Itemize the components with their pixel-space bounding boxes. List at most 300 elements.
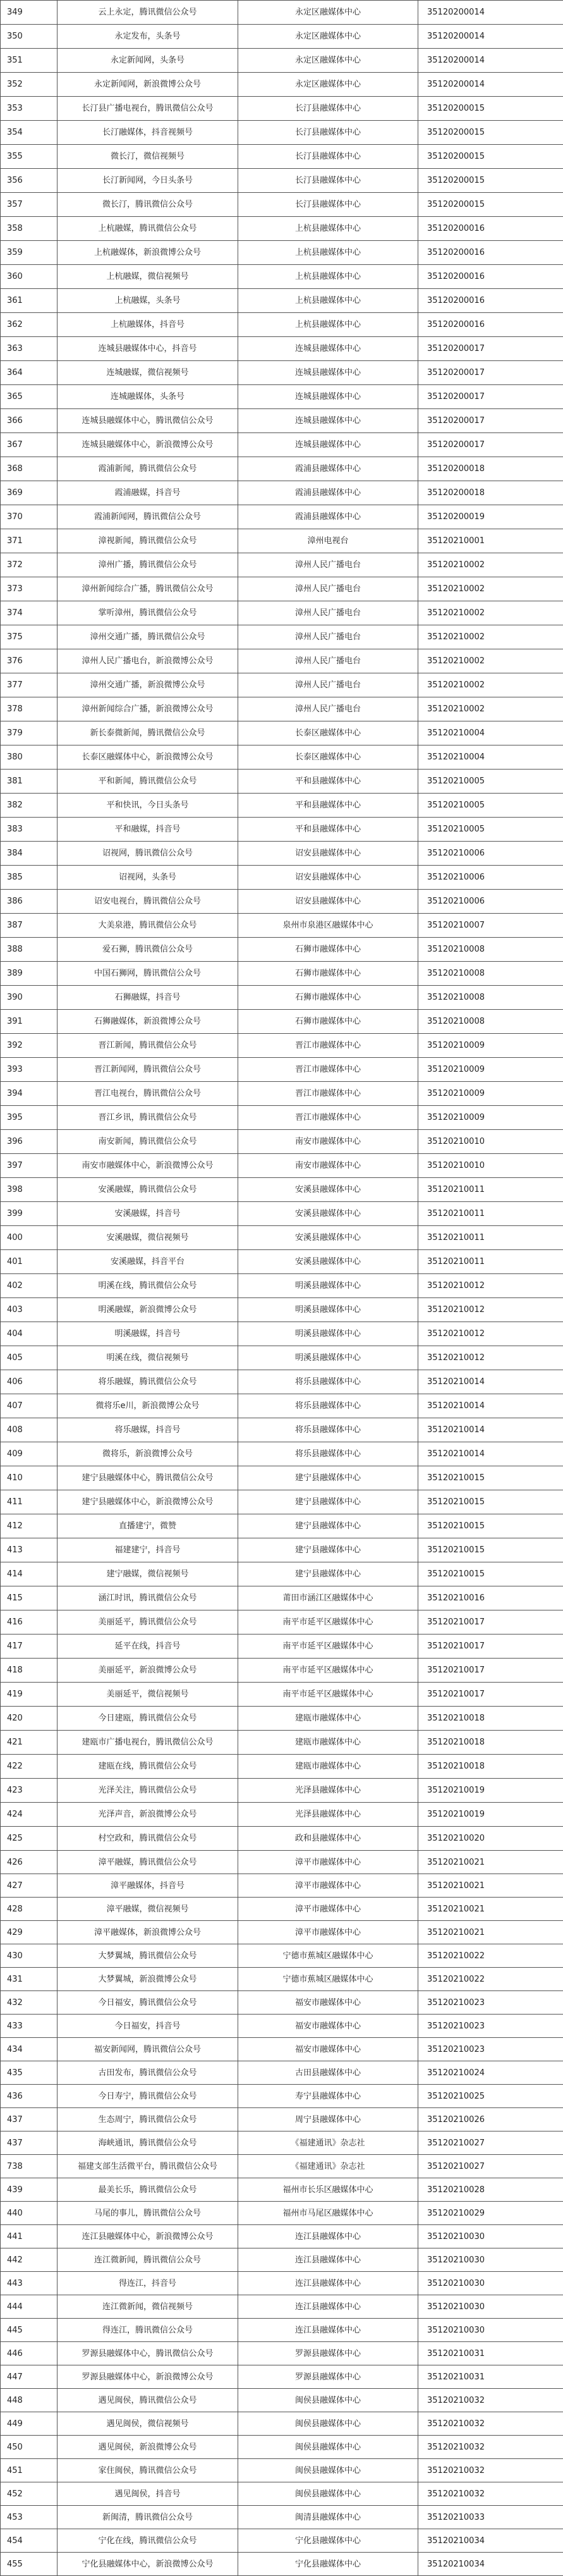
unit-code: 35120210023 <box>418 1991 563 2015</box>
table-row <box>1 1707 563 1731</box>
table-row <box>1 914 563 938</box>
unit-code: 35120200018 <box>418 481 563 505</box>
account-name: 永定新闻网，头条号 <box>58 49 238 73</box>
unit-code: 35120210006 <box>418 842 563 866</box>
row-number: 417 <box>1 1635 58 1659</box>
account-name: 罗源县融媒体中心，腾讯微信公众号 <box>58 2342 238 2365</box>
table-row <box>1 2319 563 2342</box>
organization-name: 漳州人民广播电台 <box>238 649 418 673</box>
unit-code: 35120210009 <box>418 1106 563 1130</box>
row-number: 423 <box>1 1779 58 1803</box>
unit-code: 35120200014 <box>418 1 563 25</box>
organization-name: 长泰区融媒体中心 <box>238 721 418 745</box>
unit-code: 35120210034 <box>418 2529 563 2553</box>
unit-code: 35120210001 <box>418 529 563 553</box>
row-number: 396 <box>1 1130 58 1154</box>
table-row <box>1 770 563 794</box>
table-row <box>1 1562 563 1586</box>
account-name: 今日建瓯，腾讯微信公众号 <box>58 1707 238 1731</box>
account-name: 长汀县广播电视台，腾讯微信公众号 <box>58 97 238 121</box>
table-row <box>1 25 563 49</box>
unit-code: 35120210019 <box>418 1779 563 1803</box>
organization-name: 长汀县融媒体中心 <box>238 193 418 217</box>
unit-code: 35120210014 <box>418 1394 563 1418</box>
unit-code: 35120200017 <box>418 337 563 361</box>
account-name: 掌听漳州，腾讯微信公众号 <box>58 601 238 625</box>
unit-code: 35120210018 <box>418 1755 563 1779</box>
row-number: 441 <box>1 2225 58 2248</box>
organization-name: 石狮市融媒体中心 <box>238 962 418 986</box>
table-row <box>1 1178 563 1202</box>
account-name: 遇见闽侯，新浪微博公众号 <box>58 2436 238 2459</box>
organization-name: 周宁县融媒体中心 <box>238 2108 418 2131</box>
account-name: 新长泰微新闻，腾讯微信公众号 <box>58 721 238 745</box>
organization-name: 将乐县融媒体中心 <box>238 1370 418 1394</box>
row-number: 357 <box>1 193 58 217</box>
unit-code: 35120200014 <box>418 73 563 97</box>
organization-name: 将乐县融媒体中心 <box>238 1442 418 1466</box>
account-name: 光泽关注，腾讯微信公众号 <box>58 1779 238 1803</box>
row-number: 442 <box>1 2248 58 2272</box>
row-number: 414 <box>1 1562 58 1586</box>
organization-name: 福安市融媒体中心 <box>238 2015 418 2038</box>
row-number: 372 <box>1 553 58 577</box>
table-row <box>1 2061 563 2085</box>
unit-code: 35120210028 <box>418 2178 563 2202</box>
row-number: 450 <box>1 2436 58 2459</box>
account-name: 最美长乐，腾讯微信公众号 <box>58 2178 238 2202</box>
account-name: 微将乐e川，新浪微博公众号 <box>58 1394 238 1418</box>
table-row <box>1 2015 563 2038</box>
account-name: 漳州人民广播电台，新浪微博公众号 <box>58 649 238 673</box>
organization-name: 建宁县融媒体中心 <box>238 1466 418 1490</box>
row-number: 352 <box>1 73 58 97</box>
unit-code: 35120210002 <box>418 577 563 601</box>
row-number: 454 <box>1 2529 58 2553</box>
unit-code: 35120210018 <box>418 1731 563 1755</box>
organization-name: 漳州人民广播电台 <box>238 601 418 625</box>
table-row <box>1 818 563 842</box>
table-row <box>1 866 563 890</box>
unit-code: 35120210008 <box>418 986 563 1010</box>
account-name: 安溪融媒，抖音号 <box>58 1202 238 1226</box>
unit-code: 35120210030 <box>418 2225 563 2248</box>
organization-name: 明溪县融媒体中心 <box>238 1322 418 1346</box>
table-row <box>1 1538 563 1562</box>
row-number: 374 <box>1 601 58 625</box>
account-name: 福建支部生活微平台，腾讯微信公众号 <box>58 2155 238 2178</box>
organization-name: 宁化县融媒体中心 <box>238 2553 418 2576</box>
account-name: 漳平融媒，微信视频号 <box>58 1898 238 1921</box>
table-row <box>1 1202 563 1226</box>
organization-name: 安溪县融媒体中心 <box>238 1178 418 1202</box>
table-row <box>1 842 563 866</box>
organization-name: 诏安县融媒体中心 <box>238 866 418 890</box>
table-row <box>1 1898 563 1921</box>
unit-code: 35120210015 <box>418 1466 563 1490</box>
table-row <box>1 2482 563 2506</box>
organization-name: 福州市马尾区融媒体中心 <box>238 2202 418 2225</box>
table-row <box>1 1322 563 1346</box>
table-row <box>1 313 563 337</box>
organization-name: 南安市融媒体中心 <box>238 1130 418 1154</box>
organization-name: 霞浦县融媒体中心 <box>238 457 418 481</box>
table-row <box>1 1514 563 1538</box>
table-row <box>1 289 563 313</box>
organization-name: 闽侯县融媒体中心 <box>238 2436 418 2459</box>
account-name: 安溪融媒，腾讯微信公众号 <box>58 1178 238 1202</box>
organization-name: 罗源县融媒体中心 <box>238 2342 418 2365</box>
table-row <box>1 1370 563 1394</box>
organization-name: 上杭县融媒体中心 <box>238 217 418 241</box>
unit-code: 35120210015 <box>418 1562 563 1586</box>
account-name: 平和新闻，腾讯微信公众号 <box>58 770 238 794</box>
row-number: 418 <box>1 1659 58 1683</box>
row-number: 385 <box>1 866 58 890</box>
account-name: 延平在线，抖音号 <box>58 1635 238 1659</box>
unit-code: 35120210015 <box>418 1538 563 1562</box>
table-row <box>1 1968 563 1991</box>
organization-name: 长泰区融媒体中心 <box>238 745 418 770</box>
account-name: 生态周宁，腾讯微信公众号 <box>58 2108 238 2131</box>
organization-name: 安溪县融媒体中心 <box>238 1226 418 1250</box>
unit-code: 35120210019 <box>418 1803 563 1827</box>
unit-code: 35120210012 <box>418 1346 563 1370</box>
organization-name: 漳州人民广播电台 <box>238 697 418 721</box>
unit-code: 35120200014 <box>418 25 563 49</box>
unit-code: 35120200017 <box>418 409 563 433</box>
organization-name: 政和县融媒体中心 <box>238 1827 418 1851</box>
row-number: 430 <box>1 1944 58 1968</box>
unit-code: 35120210032 <box>418 2389 563 2412</box>
unit-code: 35120210012 <box>418 1298 563 1322</box>
row-number: 366 <box>1 409 58 433</box>
account-name: 得连江，腾讯微信公众号 <box>58 2319 238 2342</box>
table-row <box>1 1442 563 1466</box>
table-row <box>1 2412 563 2436</box>
organization-name: 晋江市融媒体中心 <box>238 1106 418 1130</box>
unit-code: 35120210023 <box>418 2038 563 2061</box>
account-name: 漳平融媒体，抖音号 <box>58 1874 238 1898</box>
account-name: 长汀新闻网，今日头条号 <box>58 169 238 193</box>
row-number: 409 <box>1 1442 58 1466</box>
row-number: 393 <box>1 1058 58 1082</box>
unit-code: 35120200015 <box>418 97 563 121</box>
organization-name: 永定区融媒体中心 <box>238 1 418 25</box>
table-row <box>1 649 563 673</box>
unit-code: 35120200017 <box>418 361 563 385</box>
account-name: 大梦翼城，腾讯微信公众号 <box>58 1944 238 1968</box>
account-name: 爱石狮，腾讯微信公众号 <box>58 938 238 962</box>
account-name: 连江微新闻，微信视频号 <box>58 2295 238 2319</box>
row-number: 434 <box>1 2038 58 2061</box>
table-row <box>1 241 563 265</box>
account-name: 马尾的事儿，腾讯微信公众号 <box>58 2202 238 2225</box>
account-name: 直播建宁，微赞 <box>58 1514 238 1538</box>
row-number: 369 <box>1 481 58 505</box>
account-name: 连城融媒体，头条号 <box>58 385 238 409</box>
account-name: 云上永定，腾讯微信公众号 <box>58 1 238 25</box>
row-number: 437 <box>1 2108 58 2131</box>
unit-code: 35120210011 <box>418 1202 563 1226</box>
organization-name: 《福建通讯》杂志社 <box>238 2131 418 2155</box>
row-number: 367 <box>1 433 58 457</box>
unit-code: 35120210027 <box>418 2131 563 2155</box>
row-number: 408 <box>1 1418 58 1442</box>
row-number: 425 <box>1 1827 58 1851</box>
organization-name: 光泽县融媒体中心 <box>238 1779 418 1803</box>
account-name: 宁化在线，腾讯微信公众号 <box>58 2529 238 2553</box>
unit-code: 35120200018 <box>418 457 563 481</box>
organization-name: 长汀县融媒体中心 <box>238 97 418 121</box>
unit-code: 35120210008 <box>418 938 563 962</box>
organization-name: 漳州人民广播电台 <box>238 673 418 697</box>
row-number: 364 <box>1 361 58 385</box>
account-name: 建宁县融媒体中心，新浪微博公众号 <box>58 1490 238 1514</box>
row-number: 351 <box>1 49 58 73</box>
account-name: 中国石狮网，腾讯微信公众号 <box>58 962 238 986</box>
table-row <box>1 1274 563 1298</box>
row-number: 378 <box>1 697 58 721</box>
organization-name: 建宁县融媒体中心 <box>238 1562 418 1586</box>
row-number: 429 <box>1 1921 58 1944</box>
unit-code: 35120210014 <box>418 1370 563 1394</box>
table-body <box>1 1 563 2576</box>
row-number: 403 <box>1 1298 58 1322</box>
organization-name: 长汀县融媒体中心 <box>238 121 418 145</box>
organization-name: 闽侯县融媒体中心 <box>238 2482 418 2506</box>
organization-name: 建宁县融媒体中心 <box>238 1538 418 1562</box>
account-name: 上杭融媒，微信视频号 <box>58 265 238 289</box>
table-row <box>1 337 563 361</box>
row-number: 413 <box>1 1538 58 1562</box>
table-row <box>1 1659 563 1683</box>
row-number: 410 <box>1 1466 58 1490</box>
row-number: 451 <box>1 2459 58 2482</box>
organization-name: 南平市延平区融媒体中心 <box>238 1683 418 1707</box>
account-name: 家住闽侯，腾讯微信公众号 <box>58 2459 238 2482</box>
row-number: 354 <box>1 121 58 145</box>
row-number: 444 <box>1 2295 58 2319</box>
row-number: 453 <box>1 2506 58 2529</box>
account-name: 永定新闻网，新浪微博公众号 <box>58 73 238 97</box>
table-row <box>1 217 563 241</box>
table-row <box>1 1635 563 1659</box>
organization-name: 平和县融媒体中心 <box>238 818 418 842</box>
organization-name: 石狮市融媒体中心 <box>238 938 418 962</box>
table-row <box>1 1921 563 1944</box>
table-row <box>1 1991 563 2015</box>
row-number: 738 <box>1 2155 58 2178</box>
row-number: 446 <box>1 2342 58 2365</box>
table-row <box>1 721 563 745</box>
table-row <box>1 1226 563 1250</box>
table-row <box>1 145 563 169</box>
unit-code: 35120210032 <box>418 2436 563 2459</box>
row-number: 437 <box>1 2131 58 2155</box>
table-row <box>1 938 563 962</box>
row-number: 358 <box>1 217 58 241</box>
table-row <box>1 2085 563 2108</box>
account-name: 得连江，抖音号 <box>58 2272 238 2295</box>
organization-name: 霞浦县融媒体中心 <box>238 481 418 505</box>
table-row <box>1 1779 563 1803</box>
organization-name: 福州市长乐区融媒体中心 <box>238 2178 418 2202</box>
row-number: 411 <box>1 1490 58 1514</box>
account-name: 微长汀，微信视频号 <box>58 145 238 169</box>
organization-name: 福安市融媒体中心 <box>238 2038 418 2061</box>
table-row <box>1 745 563 770</box>
table-row <box>1 97 563 121</box>
row-number: 431 <box>1 1968 58 1991</box>
organization-name: 漳州电视台 <box>238 529 418 553</box>
account-name: 建宁县融媒体中心，腾讯微信公众号 <box>58 1466 238 1490</box>
unit-code: 35120210002 <box>418 601 563 625</box>
unit-code: 35120210027 <box>418 2155 563 2178</box>
organization-name: 罗源县融媒体中心 <box>238 2365 418 2389</box>
row-number: 368 <box>1 457 58 481</box>
unit-code: 35120210006 <box>418 890 563 914</box>
account-name: 上杭融媒体，新浪微博公众号 <box>58 241 238 265</box>
row-number: 370 <box>1 505 58 529</box>
row-number: 400 <box>1 1226 58 1250</box>
organization-name: 长汀县融媒体中心 <box>238 145 418 169</box>
organization-name: 诏安县融媒体中心 <box>238 842 418 866</box>
unit-code: 35120210009 <box>418 1082 563 1106</box>
organization-name: 上杭县融媒体中心 <box>238 289 418 313</box>
organization-name: 连城县融媒体中心 <box>238 361 418 385</box>
unit-code: 35120210015 <box>418 1490 563 1514</box>
account-name: 古田发布，腾讯微信公众号 <box>58 2061 238 2085</box>
table-row <box>1 2295 563 2319</box>
row-number: 384 <box>1 842 58 866</box>
row-number: 359 <box>1 241 58 265</box>
organization-name: 晋江市融媒体中心 <box>238 1082 418 1106</box>
table-row <box>1 49 563 73</box>
table-row <box>1 433 563 457</box>
row-number: 382 <box>1 794 58 818</box>
unit-code: 35120210032 <box>418 2482 563 2506</box>
table-row <box>1 1346 563 1370</box>
unit-code: 35120210002 <box>418 553 563 577</box>
row-number: 422 <box>1 1755 58 1779</box>
account-name: 南安市融媒体中心，新浪微博公众号 <box>58 1154 238 1178</box>
account-name: 安溪融媒，微信视频号 <box>58 1226 238 1250</box>
unit-code: 35120210012 <box>418 1274 563 1298</box>
unit-code: 35120210004 <box>418 745 563 770</box>
unit-code: 35120210009 <box>418 1034 563 1058</box>
organization-name: 明溪县融媒体中心 <box>238 1274 418 1298</box>
organization-name: 寿宁县融媒体中心 <box>238 2085 418 2108</box>
account-name: 漳州新闻综合广播，新浪微博公众号 <box>58 697 238 721</box>
table-row <box>1 1010 563 1034</box>
organization-name: 闽侯县融媒体中心 <box>238 2459 418 2482</box>
unit-code: 35120210002 <box>418 673 563 697</box>
account-name: 大梦翼城，新浪微博公众号 <box>58 1968 238 1991</box>
account-name: 美丽延平，微信视频号 <box>58 1683 238 1707</box>
row-number: 373 <box>1 577 58 601</box>
organization-name: 闽侯县融媒体中心 <box>238 2389 418 2412</box>
organization-name: 福安市融媒体中心 <box>238 1991 418 2015</box>
account-name: 平和融媒，抖音号 <box>58 818 238 842</box>
organization-name: 连城县融媒体中心 <box>238 385 418 409</box>
table-row <box>1 553 563 577</box>
unit-code: 35120210032 <box>418 2412 563 2436</box>
row-number: 376 <box>1 649 58 673</box>
unit-code: 35120210020 <box>418 1827 563 1851</box>
account-name: 霞浦新闻网，腾讯微信公众号 <box>58 505 238 529</box>
organization-name: 漳州人民广播电台 <box>238 553 418 577</box>
unit-code: 35120210010 <box>418 1154 563 1178</box>
row-number: 388 <box>1 938 58 962</box>
row-number: 392 <box>1 1034 58 1058</box>
organization-name: 建瓯市融媒体中心 <box>238 1755 418 1779</box>
table-row <box>1 1466 563 1490</box>
row-number: 432 <box>1 1991 58 2015</box>
organization-name: 南平市延平区融媒体中心 <box>238 1635 418 1659</box>
account-name: 微长汀，腾讯微信公众号 <box>58 193 238 217</box>
organization-name: 平和县融媒体中心 <box>238 794 418 818</box>
row-number: 349 <box>1 1 58 25</box>
row-number: 436 <box>1 2085 58 2108</box>
organization-name: 闽侯县融媒体中心 <box>238 2412 418 2436</box>
unit-code: 35120200016 <box>418 265 563 289</box>
unit-code: 35120210021 <box>418 1921 563 1944</box>
organization-name: 永定区融媒体中心 <box>238 73 418 97</box>
account-name: 晋江新闻网，腾讯微信公众号 <box>58 1058 238 1082</box>
unit-code: 35120210025 <box>418 2085 563 2108</box>
unit-code: 35120210010 <box>418 1130 563 1154</box>
table-row <box>1 169 563 193</box>
account-name: 连城县融媒体中心，腾讯微信公众号 <box>58 409 238 433</box>
account-name: 福建建宁，抖音号 <box>58 1538 238 1562</box>
organization-name: 安溪县融媒体中心 <box>238 1250 418 1274</box>
organization-name: 将乐县融媒体中心 <box>238 1394 418 1418</box>
account-name: 石狮融媒体，新浪微博公众号 <box>58 1010 238 1034</box>
organization-name: 上杭县融媒体中心 <box>238 241 418 265</box>
organization-name: 连城县融媒体中心 <box>238 409 418 433</box>
unit-code: 35120210030 <box>418 2319 563 2342</box>
account-name: 石狮融媒，抖音号 <box>58 986 238 1010</box>
account-name: 漳州新闻综合广播，腾讯微信公众号 <box>58 577 238 601</box>
unit-code: 35120210022 <box>418 1968 563 1991</box>
unit-code: 35120210008 <box>418 1010 563 1034</box>
table-row <box>1 1731 563 1755</box>
row-number: 435 <box>1 2061 58 2085</box>
row-number: 387 <box>1 914 58 938</box>
organization-name: 连江县融媒体中心 <box>238 2225 418 2248</box>
table-row <box>1 673 563 697</box>
table-row <box>1 2529 563 2553</box>
organization-name: 连城县融媒体中心 <box>238 337 418 361</box>
row-number: 360 <box>1 265 58 289</box>
account-name: 微将乐，新浪微博公众号 <box>58 1442 238 1466</box>
table-row <box>1 1874 563 1898</box>
table-row <box>1 529 563 553</box>
account-name: 晋江乡讯，腾讯微信公众号 <box>58 1106 238 1130</box>
row-number: 416 <box>1 1610 58 1635</box>
unit-code: 35120210017 <box>418 1635 563 1659</box>
row-number: 379 <box>1 721 58 745</box>
account-name: 明溪融媒，抖音号 <box>58 1322 238 1346</box>
row-number: 424 <box>1 1803 58 1827</box>
unit-code: 35120210011 <box>418 1250 563 1274</box>
unit-code: 35120210014 <box>418 1418 563 1442</box>
unit-code: 35120210030 <box>418 2295 563 2319</box>
organization-name: 建宁县融媒体中心 <box>238 1490 418 1514</box>
row-number: 448 <box>1 2389 58 2412</box>
table-row <box>1 2178 563 2202</box>
